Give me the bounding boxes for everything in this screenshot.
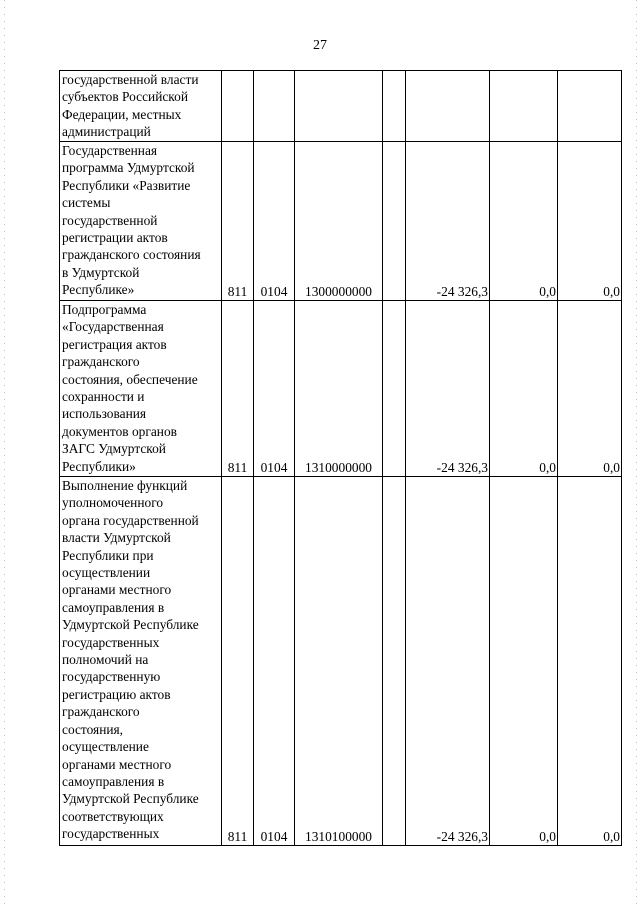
- amount-1: -24 326,3: [406, 301, 490, 477]
- amount-1: [406, 71, 490, 142]
- target-code: 1310100000: [295, 477, 383, 846]
- amount-3: 0,0: [558, 301, 622, 477]
- amount-2: 0,0: [490, 142, 558, 301]
- budget-table: [59, 70, 622, 846]
- ministry-code: 811: [222, 142, 254, 301]
- target-code: 1310000000: [295, 301, 383, 477]
- amount-2: 0,0: [490, 301, 558, 477]
- amount-3: 0,0: [558, 477, 622, 846]
- section-code: 0104: [254, 301, 295, 477]
- section-code: 0104: [254, 142, 295, 301]
- section-code: 0104: [254, 477, 295, 846]
- expense-type-code: [383, 301, 406, 477]
- amount-1: -24 326,3: [406, 477, 490, 846]
- expense-type-code: [383, 477, 406, 846]
- ministry-code: 811: [222, 301, 254, 477]
- scan-edge-left: [4, 0, 5, 905]
- amount-3: 0,0: [558, 142, 622, 301]
- expense-type-code: [383, 71, 406, 142]
- scan-edge-right: [636, 0, 637, 905]
- ministry-code: 811: [222, 477, 254, 846]
- section-code: [254, 71, 295, 142]
- target-code: 1300000000: [295, 142, 383, 301]
- row-name: Подпрограмма «Государственная регистрация актов гражданского состояния, обеспечение сохранности и использования документов органов ЗАГС Удмуртской Республики»: [60, 301, 222, 477]
- table-row: [60, 477, 622, 846]
- amount-3: [558, 71, 622, 142]
- table-row: [60, 142, 622, 301]
- ministry-code: [222, 71, 254, 142]
- row-name: государственной власти субъектов Российской Федерации, местных администраций: [60, 71, 222, 142]
- amount-2: 0,0: [490, 477, 558, 846]
- row-name: Государственная программа Удмуртской Республики «Развитие системы государственной регистрации актов гражданского состояния в Удмуртской Республике»: [60, 142, 222, 301]
- row-name: Выполнение функций уполномоченного органа государственной власти Удмуртской Республики при осуществлении органами местного самоуправления в Удмуртской Республике государственных полномочий на государственную регистрацию актов гражданского состояния, осуществление органами местного самоуправления в Удмуртской Республике соответствующих государственных: [60, 477, 222, 846]
- amount-1: -24 326,3: [406, 142, 490, 301]
- expense-type-code: [383, 142, 406, 301]
- target-code: [295, 71, 383, 142]
- table-row: [60, 71, 622, 142]
- page-number: 27: [313, 38, 327, 53]
- table-row: [60, 301, 622, 477]
- amount-2: [490, 71, 558, 142]
